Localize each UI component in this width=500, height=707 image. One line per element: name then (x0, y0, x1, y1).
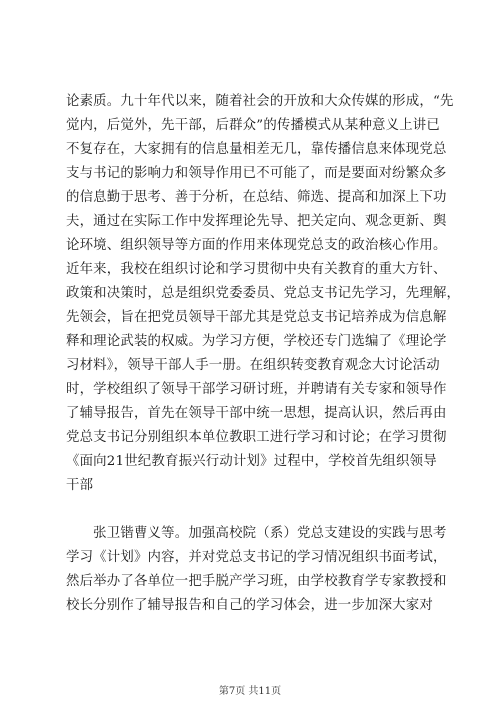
text-line: 的信息勤于思考、善于分析，在总结、筛选、提高和加深上下功 (66, 190, 447, 205)
text-line: 《面向21世纪教育振兴行动计划》过程中，学校首先组织领导 (66, 454, 437, 469)
text-line: 先领会，旨在把党员领导干部尤其是党总支书记培养成为信息解 (66, 310, 447, 325)
text-line: 了辅导报告，首先在领导干部中统一思想，提高认识，然后再由 (66, 406, 447, 421)
page-footer (0, 682, 500, 697)
text-line: 支与书记的影响力和领导作用已不可能了，而是要面对纷繁众多 (66, 166, 447, 181)
body-paragraph-2 (66, 522, 447, 618)
text-line: 政策和决策时，总是组织党委委员、党总支书记先学习，先理解， (66, 286, 461, 301)
page-number: 第7页 共11页 (218, 686, 282, 697)
text-line: 近年来，我校在组织讨论和学习贯彻中央有关教育的重大方针、 (66, 262, 447, 277)
text-line: 时，学校组织了领导干部学习研讨班，并聘请有关专家和领导作 (66, 382, 447, 397)
text-line: 论素质。九十年代以来，随着社会的开放和大众传媒的形成，“先 (66, 94, 454, 109)
text-line: 论环境、组织领导等方面的作用来体现党总支的政治核心作用。 (66, 238, 447, 253)
text-line: 夫，通过在实际工作中发挥理论先导、把关定向、观念更新、舆 (66, 214, 447, 229)
text-line: 觉内，后觉外，先干部，后群众”的传播模式从某种意义上讲已 (66, 118, 440, 133)
text-line: 然后举办了各单位一把手脱产学习班，由学校教育学专家教授和 (66, 574, 447, 589)
text-line: 党总支书记分别组织本单位教职工进行学习和讨论；在学习贯彻 (66, 430, 447, 445)
text-line: 校长分别作了辅导报告和自己的学习体会，进一步加深大家对 (66, 598, 433, 613)
text-line: 干部 (66, 478, 94, 493)
text-line: 不复存在，大家拥有的信息量相差无几，靠传播信息来体现党总 (66, 142, 447, 157)
text-line: 张卫锴曹义等。加强高校院（系）党总支建设的实践与思考 (66, 526, 447, 541)
body-paragraph-1 (66, 90, 461, 498)
text-line: 习材料》，领导干部人手一册。在组织转变教育观念大讨论活动 (66, 358, 440, 373)
text-line: 释和理论武装的权威。为学习方便，学校还专门选编了《理论学 (66, 334, 447, 349)
text-line: 学习《计划》内容，并对党总支书记的学习情况组织书面考试， (66, 550, 447, 565)
